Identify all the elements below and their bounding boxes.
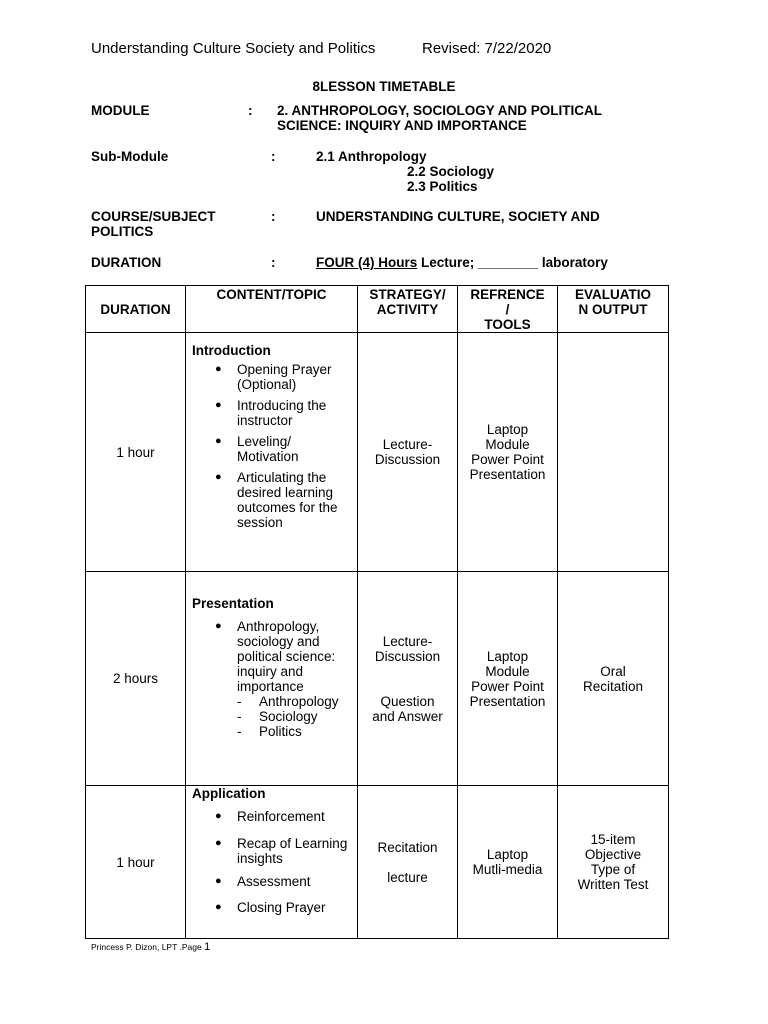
module-label: MODULE [91,103,150,118]
ref-line: Presentation [469,467,546,482]
eval-line: Written Test [577,877,649,892]
strategy-line: Lecture- [382,437,433,452]
content-bullets [192,619,351,739]
course-subject-colon: : [271,209,276,224]
table-row [86,333,669,572]
header-reference [458,286,558,333]
sub-item: - Anthropology [237,694,339,709]
ref-line: Power Point [471,452,544,467]
content-title: Introduction [192,343,271,358]
strategy-line: Recitation [377,839,438,855]
row-content [186,786,358,939]
header-eval-line2: N OUTPUT [578,302,648,317]
sub-item: - Sociology [237,709,318,724]
list-item [192,619,351,739]
eval-line: Oral [600,663,626,679]
footer-page-number: 1 [204,941,211,953]
duration-hours: FOUR (4) Hours [316,255,418,270]
row-content [186,333,358,572]
header-evaluation [558,286,669,333]
strategy-line: Discussion [374,648,441,664]
eval-line: Recitation [582,678,644,694]
row-strategy [358,333,458,572]
ref-line: Module [485,437,530,452]
sub-item: - Politics [237,724,302,739]
row-reference [458,333,558,572]
row-content [186,572,358,786]
submodule-colon: : [271,149,276,164]
list-item: ● Articulating the desired learning outcomes for the session [192,470,351,530]
header-strategy-line1: STRATEGY/ [369,287,446,302]
course-subject-label-line1: COURSE/SUBJECT [91,209,216,224]
ref-line: Mutli-media [472,862,543,877]
sub-item-text: Politics [259,724,302,739]
eval-line: 15-item [590,832,636,847]
submodule-label: Sub-Module [91,149,169,164]
header-ref-line3: TOOLS [484,317,531,332]
header-ref-line1: REFRENCE [470,287,545,302]
row-duration: 2 hours [86,572,186,786]
list-item: ● Assessment [192,874,351,889]
module-value-line1: 2. ANTHROPOLOGY, SOCIOLOGY AND POLITICAL [277,103,603,118]
content-title: Presentation [192,596,274,611]
eval-line: Type of [590,862,636,877]
duration-value [316,255,608,270]
row-evaluation [558,572,669,786]
row-strategy [358,572,458,786]
table-header-row [86,286,669,333]
bullet-text: Anthropology, sociology and political science: inquiry and importance [237,619,336,694]
strategy-line: Lecture- [382,633,433,649]
table-row [86,786,669,939]
sub-item-text: Sociology [259,709,318,724]
duration-rest: Lecture; ________ laboratory [417,255,608,270]
row-evaluation [558,786,669,939]
strategy-line: lecture [387,869,428,885]
header-course: Understanding Culture Society and Politics [91,40,376,57]
submodule-item: 2.3 Politics [407,179,478,194]
content-bullets [192,809,351,915]
sub-item-text: Anthropology [259,694,339,709]
header-duration: DURATION [86,286,186,333]
header-strategy-line2: ACTIVITY [376,302,439,317]
ref-line: Presentation [469,693,546,709]
strategy-line: Discussion [374,452,441,467]
duration-label: DURATION [91,255,162,270]
submodule-item: 2.1 Anthropology [316,149,427,164]
list-item: ● Opening Prayer (Optional) [192,362,351,392]
ref-line: Laptop [486,648,529,664]
content-title: Application [192,786,266,801]
header-strategy [358,286,458,333]
header-eval-line1: EVALUATIO [575,287,651,302]
list-item: ● Closing Prayer [192,900,351,915]
row-duration: 1 hour [86,786,186,939]
ref-line: Laptop [486,847,529,862]
eval-line: Objective [584,847,642,862]
strategy-line: and Answer [372,708,443,724]
row-reference [458,786,558,939]
submodule-item: 2.2 Sociology [407,164,495,179]
list-item: ● Leveling/ Motivation [192,434,351,464]
ref-line: Laptop [486,422,529,437]
header-ref-line2: / [505,302,510,317]
sub-list [237,694,351,739]
footer-author: Princess P. Dizon, LPT .Page [91,942,205,952]
row-reference [458,572,558,786]
row-duration: 1 hour [86,333,186,572]
header-revised: Revised: 7/22/2020 [422,40,552,57]
page-header [91,40,552,57]
row-strategy [358,786,458,939]
page-title: 8LESSON TIMETABLE [312,79,456,94]
ref-line: Module [485,663,530,679]
lesson-timetable [85,285,669,939]
strategy-line: Question [380,693,435,709]
list-item: ● Reinforcement [192,809,351,824]
table-row [86,572,669,786]
course-subject-label-line2: POLITICS [91,224,154,239]
module-colon: : [248,103,253,118]
course-subject-value: UNDERSTANDING CULTURE, SOCIETY AND [316,209,600,224]
content-bullets [192,362,351,530]
list-item: ● Introducing the instructor [192,398,351,428]
list-item: ● Recap of Learning insights [192,836,351,866]
ref-line: Power Point [471,678,544,694]
page-footer [91,941,210,953]
header-content: CONTENT/TOPIC [186,286,358,333]
row-evaluation [558,333,669,572]
duration-colon: : [271,255,276,270]
module-value-line2: SCIENCE: INQUIRY AND IMPORTANCE [277,118,527,133]
